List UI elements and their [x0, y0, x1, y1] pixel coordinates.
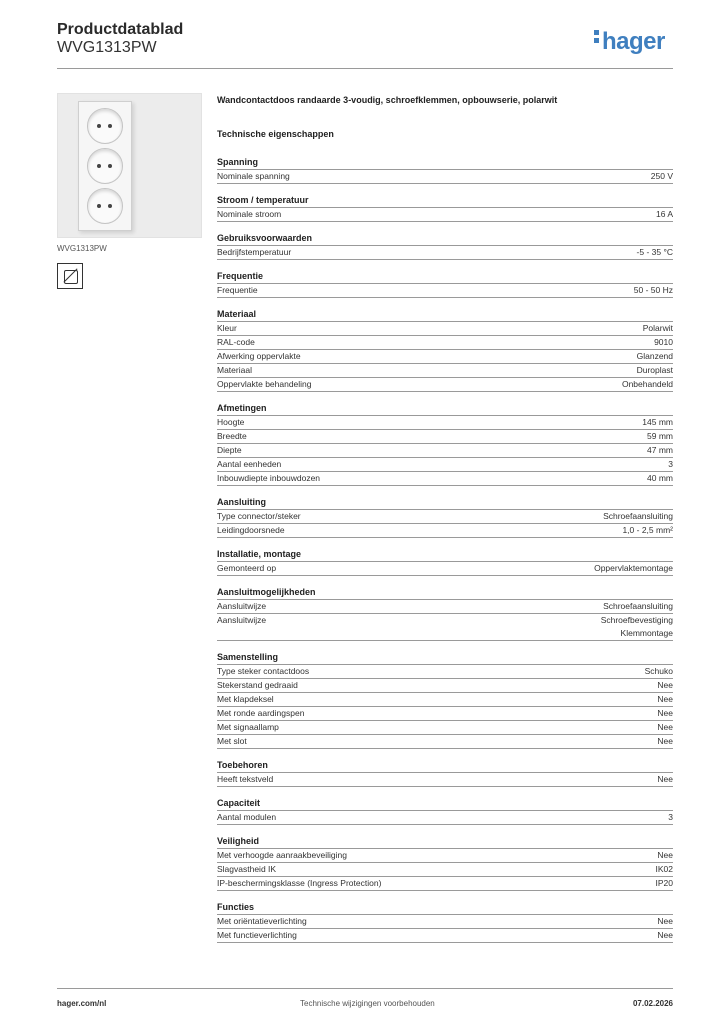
spec-content	[217, 95, 673, 953]
spec-groups	[217, 156, 673, 943]
spec-value-line: 3	[668, 812, 673, 822]
footer-date: 07.02.2026	[632, 999, 673, 1008]
spec-group-title: Aansluiting	[217, 496, 673, 510]
spec-value-line: 9010	[654, 337, 673, 347]
spec-label: Met signaallamp	[217, 722, 279, 732]
spec-group-title: Materiaal	[217, 308, 673, 322]
spec-value	[657, 707, 673, 720]
spec-row	[217, 877, 673, 891]
spec-row	[217, 208, 673, 222]
spec-row	[217, 707, 673, 721]
spec-value-line: 59 mm	[647, 431, 673, 441]
spec-value-line: IK02	[655, 864, 673, 874]
spec-row	[217, 735, 673, 749]
spec-group-title: Spanning	[217, 156, 673, 170]
spec-row	[217, 524, 673, 538]
spec-row	[217, 472, 673, 486]
spec-label: Nominale spanning	[217, 171, 290, 181]
spec-value-line: IP20	[655, 878, 673, 888]
spec-group	[217, 586, 673, 641]
spec-label: Materiaal	[217, 365, 252, 375]
spec-row	[217, 458, 673, 472]
spec-row	[217, 444, 673, 458]
spec-value	[657, 693, 673, 706]
spec-value-line: Klemmontage	[620, 628, 673, 638]
spec-value	[657, 679, 673, 692]
spec-value	[647, 430, 673, 443]
spec-value	[647, 472, 673, 485]
spec-value	[651, 170, 673, 183]
header-divider	[57, 68, 673, 69]
spec-group	[217, 496, 673, 538]
spec-group-title: Gebruiksvoorwaarden	[217, 232, 673, 246]
spec-label: Met slot	[217, 736, 247, 746]
spec-group	[217, 797, 673, 825]
spec-label: Met klapdeksel	[217, 694, 274, 704]
spec-row	[217, 679, 673, 693]
spec-value	[594, 562, 673, 575]
spec-value-line: Onbehandeld	[621, 379, 673, 389]
spec-value-line: Nee	[657, 680, 673, 690]
spec-label: IP-beschermingsklasse (Ingress Protection)	[217, 878, 382, 888]
spec-value-line: Schuko	[644, 666, 673, 676]
spec-row	[217, 510, 673, 524]
logo-dots-icon	[594, 29, 600, 46]
spec-row	[217, 693, 673, 707]
spec-value	[656, 863, 674, 876]
image-caption: WVG1313PW	[57, 244, 107, 253]
spec-value-line: Nee	[657, 722, 673, 732]
spec-value	[654, 336, 673, 349]
spec-label: Frequentie	[217, 285, 258, 295]
spec-label: Met oriëntatieverlichting	[217, 916, 307, 926]
spec-row	[217, 614, 673, 641]
product-description: Wandcontactdoos randaarde 3-voudig, schroefklemmen, opbouwserie, polarwit	[217, 95, 558, 105]
spec-group-title: Installatie, montage	[217, 548, 673, 562]
spec-row	[217, 600, 673, 614]
spec-value	[643, 322, 673, 335]
spec-group	[217, 835, 673, 891]
spec-label: Nominale stroom	[217, 209, 282, 219]
spec-value-line: 40 mm	[647, 473, 673, 483]
spec-value-line: Glanzend	[636, 351, 673, 361]
spec-group	[217, 194, 673, 222]
product-code: WVG1313PW	[57, 39, 157, 56]
spec-row	[217, 773, 673, 787]
spec-value-line: Nee	[657, 736, 673, 746]
product-image	[57, 93, 202, 238]
spec-label: Met verhoogde aanraakbeveiliging	[217, 850, 347, 860]
spec-row	[217, 929, 673, 943]
spec-label: Oppervlakte behandeling	[217, 379, 312, 389]
spec-value	[657, 849, 673, 862]
surface-mount-icon	[57, 263, 83, 289]
spec-value	[645, 665, 673, 678]
spec-value-line: 250 V	[650, 171, 673, 181]
spec-group	[217, 156, 673, 184]
spec-label: Stekerstand gedraaid	[217, 680, 298, 690]
spec-value	[622, 524, 673, 537]
hager-logo[interactable]	[594, 28, 665, 56]
spec-row	[217, 350, 673, 364]
socket-outlet	[87, 148, 123, 184]
spec-value	[656, 208, 673, 221]
socket-outlet	[87, 188, 123, 224]
spec-value	[622, 378, 673, 391]
spec-label: Aantal eenheden	[217, 459, 282, 469]
spec-label: Type steker contactdoos	[217, 666, 310, 676]
spec-value-line: Duroplast	[636, 365, 673, 375]
spec-group	[217, 232, 673, 260]
spec-value	[657, 773, 673, 786]
spec-label: Aantal modulen	[217, 812, 277, 822]
spec-value	[637, 350, 673, 363]
spec-row	[217, 849, 673, 863]
spec-value-line: Nee	[657, 916, 673, 926]
spec-value-line: 47 mm	[647, 445, 673, 455]
spec-value-line: Nee	[657, 850, 673, 860]
spec-group	[217, 901, 673, 943]
spec-row	[217, 364, 673, 378]
footer-website-link[interactable]: hager.com/nl	[57, 999, 107, 1008]
spec-value-line: Schroefaansluiting	[603, 601, 673, 611]
spec-row	[217, 562, 673, 576]
spec-label: Aansluitwijze	[217, 601, 267, 611]
spec-group-title: Toebehoren	[217, 759, 673, 773]
spec-label: Heeft tekstveld	[217, 774, 274, 784]
spec-value-line: 16 A	[655, 209, 673, 219]
spec-value-line: 50 - 50 Hz	[633, 285, 673, 295]
spec-label: Leidingdoorsnede	[217, 525, 285, 535]
spec-label: Inbouwdiepte inbouwdozen	[217, 473, 321, 483]
spec-value-line: Polarwit	[642, 323, 673, 333]
spec-value	[657, 735, 673, 748]
spec-label: Aansluitwijze	[217, 615, 267, 625]
spec-value	[647, 444, 673, 457]
spec-row	[217, 430, 673, 444]
spec-value	[601, 614, 673, 640]
spec-group	[217, 270, 673, 298]
spec-row	[217, 811, 673, 825]
socket-housing	[78, 101, 132, 231]
spec-label: Bedrijfstemperatuur	[217, 247, 292, 257]
spec-value-line: 1,0 - 2,5 mm²	[622, 525, 673, 535]
spec-row	[217, 665, 673, 679]
spec-row	[217, 915, 673, 929]
spec-group-title: Aansluitmogelijkheden	[217, 586, 673, 600]
spec-row	[217, 170, 673, 184]
spec-group	[217, 402, 673, 486]
spec-label: Breedte	[217, 431, 247, 441]
spec-value-line: Nee	[657, 694, 673, 704]
spec-label: Afwerking oppervlakte	[217, 351, 301, 361]
spec-value	[657, 915, 673, 928]
spec-row	[217, 416, 673, 430]
spec-group-title: Functies	[217, 901, 673, 915]
spec-value-line: Schroefaansluiting	[603, 511, 673, 521]
spec-group	[217, 548, 673, 576]
spec-label: Gemonteerd op	[217, 563, 277, 573]
spec-value	[668, 811, 673, 824]
spec-value-line: Oppervlaktemontage	[594, 563, 673, 573]
spec-label: Hoogte	[217, 417, 245, 427]
spec-label: Met ronde aardingspen	[217, 708, 305, 718]
section-title: Technische eigenschappen	[217, 129, 334, 139]
spec-value-line: 3	[668, 459, 673, 469]
spec-group-title: Veiligheid	[217, 835, 673, 849]
spec-group	[217, 651, 673, 749]
spec-value	[603, 510, 673, 523]
page-title: Productdatablad	[57, 21, 184, 38]
spec-label: Diepte	[217, 445, 242, 455]
spec-group	[217, 759, 673, 787]
spec-value	[642, 416, 673, 429]
spec-group-title: Stroom / temperatuur	[217, 194, 673, 208]
spec-value	[657, 929, 673, 942]
spec-value	[668, 458, 673, 471]
logo-text: hager	[602, 28, 665, 55]
footer-disclaimer: Technische wijzigingen voorbehouden	[300, 999, 435, 1008]
spec-group-title: Capaciteit	[217, 797, 673, 811]
spec-value-line: Nee	[657, 708, 673, 718]
spec-row	[217, 336, 673, 350]
spec-value	[634, 284, 673, 297]
spec-row	[217, 863, 673, 877]
spec-value	[637, 364, 673, 377]
spec-label: Slagvastheid IK	[217, 864, 277, 874]
spec-value-line: Nee	[657, 774, 673, 784]
spec-value	[637, 246, 673, 259]
spec-label: Met functieverlichting	[217, 930, 297, 940]
spec-value	[656, 877, 674, 890]
spec-group-title: Afmetingen	[217, 402, 673, 416]
spec-group	[217, 308, 673, 392]
spec-group-title: Samenstelling	[217, 651, 673, 665]
spec-group-title: Frequentie	[217, 270, 673, 284]
spec-row	[217, 246, 673, 260]
spec-row	[217, 284, 673, 298]
spec-value-line: Nee	[657, 930, 673, 940]
spec-label: Kleur	[217, 323, 237, 333]
footer-divider	[57, 988, 673, 989]
spec-label: RAL-code	[217, 337, 255, 347]
spec-value-line: -5 - 35 °C	[636, 247, 673, 257]
spec-row	[217, 721, 673, 735]
spec-value	[603, 600, 673, 613]
socket-outlet	[87, 108, 123, 144]
spec-value	[657, 721, 673, 734]
spec-value-line: Schroefbevestiging	[600, 615, 673, 625]
spec-row	[217, 322, 673, 336]
spec-label: Type connector/steker	[217, 511, 301, 521]
spec-row	[217, 378, 673, 392]
spec-value-line: 145 mm	[642, 417, 673, 427]
